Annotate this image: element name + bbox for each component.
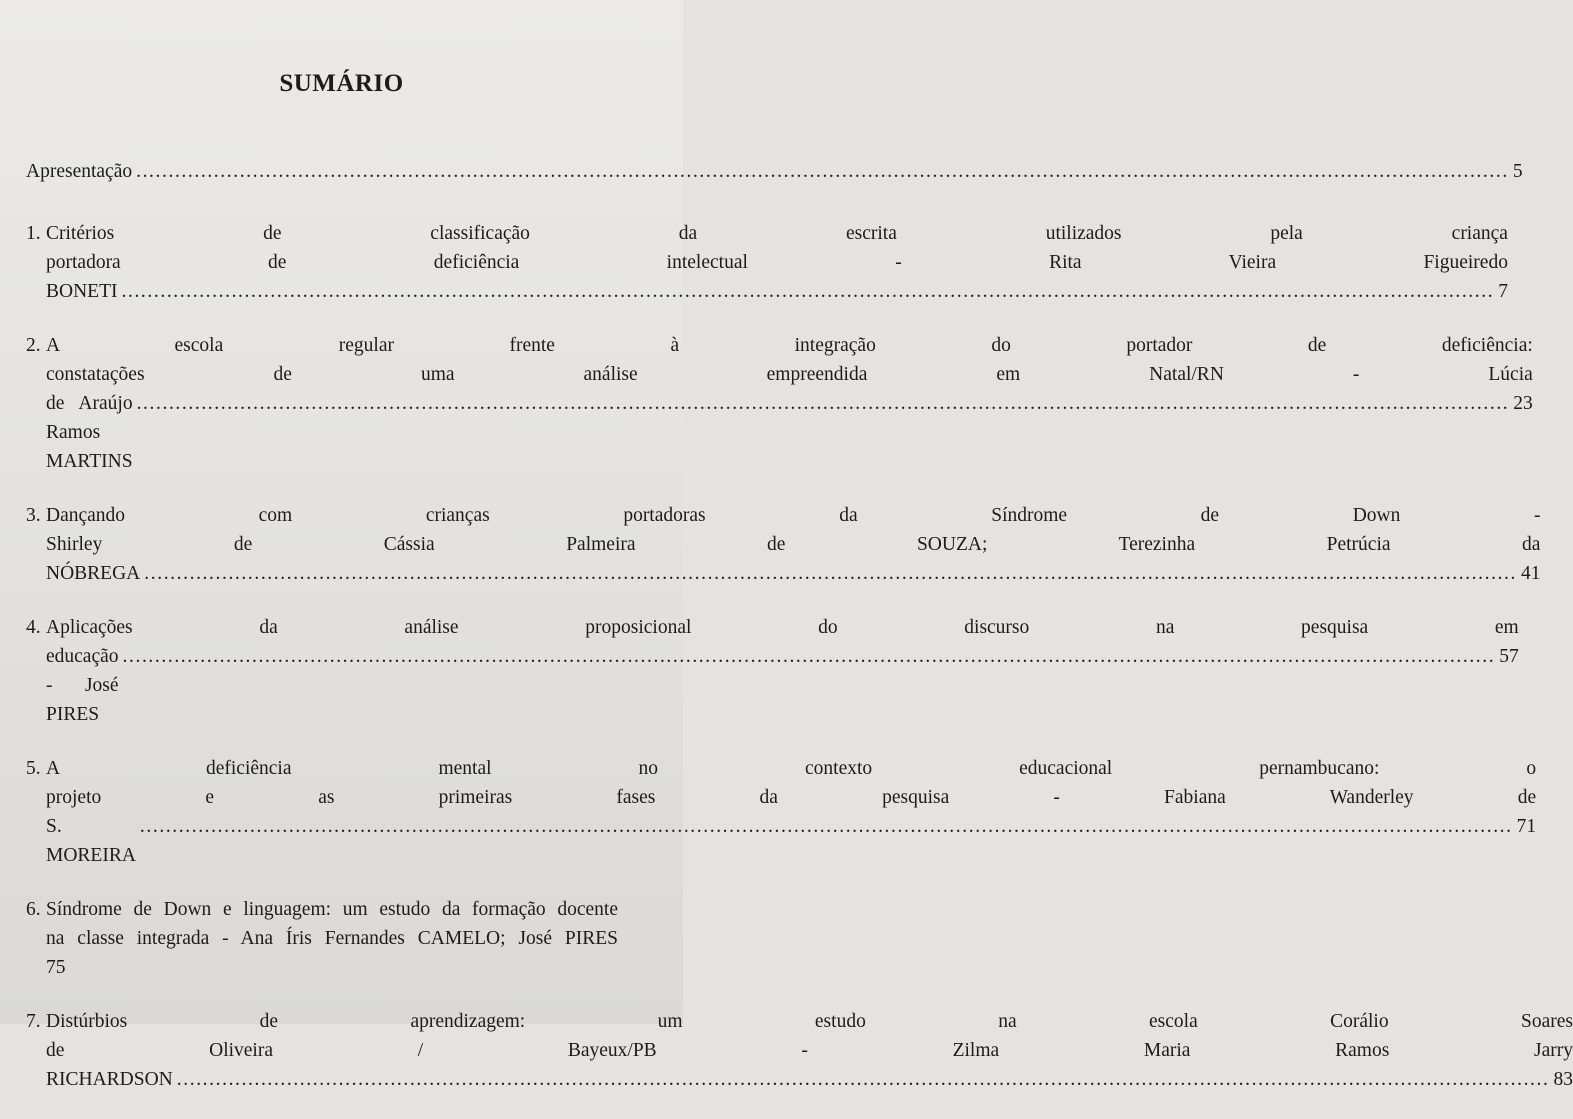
- toc-entry-number: 1.: [26, 223, 41, 244]
- toc-entry-body: [46, 754, 1536, 870]
- toc-entry-text-line: na classe integrada - Ana Íris Fernandes CAMELO; José PIRES: [46, 928, 618, 949]
- toc-entry-text-line: Distúrbios de aprendizagem: um estudo na escola Corálio Soares: [46, 1011, 1573, 1032]
- toc-entry: [26, 895, 618, 982]
- toc-entry-line: [46, 642, 1519, 729]
- toc-page-number: 41: [1520, 563, 1541, 584]
- toc-page-number: 83: [1553, 1069, 1573, 1090]
- toc-entry-body: [46, 219, 1508, 306]
- toc-entry-text-line: 75: [46, 957, 66, 978]
- toc-entry-body: [46, 895, 618, 982]
- dot-leader: [144, 559, 1517, 588]
- toc-entry-line: [46, 812, 1536, 870]
- toc-entry-line: [46, 389, 1533, 476]
- toc-entry-text-line: constatações de uma análise empreendida em Natal/RN - Lúcia: [46, 364, 1533, 385]
- toc-entry-text-line: Shirley de Cássia Palmeira de SOUZA; Terezinha Petrúcia da: [46, 534, 1541, 555]
- toc-entry: [26, 613, 1519, 729]
- dot-leader: [136, 157, 1509, 186]
- toc-entry-line: [46, 277, 1508, 306]
- toc-entry-text-line: de Oliveira / Bayeux/PB - Zilma Maria Ramos Jarry: [46, 1040, 1573, 1061]
- toc-page-number: 7: [1498, 281, 1508, 302]
- toc-entry: [26, 501, 1541, 588]
- toc-entry-author: BONETI: [46, 281, 118, 302]
- toc-entry-author: NÓBREGA: [46, 563, 141, 584]
- toc-entry-text-line: Síndrome de Down e linguagem: um estudo da formação docente: [46, 899, 618, 920]
- toc-entry-line: [46, 1065, 1573, 1094]
- dot-leader: [177, 1065, 1550, 1094]
- toc-entry-text-line: A escola regular frente à integração do portador de deficiência:: [46, 335, 1533, 356]
- toc-entry-text-line: Aplicações da análise proposicional do discurso na pesquisa em: [46, 617, 1519, 638]
- toc-entry-body: [46, 1007, 1573, 1094]
- table-of-contents: [26, 157, 1573, 1119]
- toc-entry-body: [46, 613, 1519, 729]
- toc-entry-line: [46, 559, 1540, 588]
- toc-entry-text-line: Dançando com crianças portadoras da Síndrome de Down -: [46, 505, 1541, 526]
- toc-entry-number: 3.: [26, 505, 41, 526]
- toc-entry-number: 4.: [26, 617, 41, 638]
- toc-page-number: 23: [1513, 393, 1533, 414]
- toc-entry-author: educação - José PIRES: [46, 646, 119, 725]
- toc-entry-number: 5.: [26, 758, 41, 779]
- toc-entry-number: 2.: [26, 335, 41, 356]
- toc-entry-number: 6.: [26, 899, 41, 920]
- toc-entry-line: [26, 157, 1523, 186]
- dot-leader: [122, 277, 1495, 306]
- toc-entry-text-line: portadora de deficiência intelectual - Rita Vieira Figueiredo: [46, 252, 1508, 273]
- toc-entry-author: RICHARDSON: [46, 1069, 173, 1090]
- toc-entries: [26, 219, 1573, 1094]
- toc-page-number: 5: [1512, 161, 1523, 182]
- page-title: SUMÁRIO: [279, 70, 404, 97]
- toc-entry-text-line: A deficiência mental no contexto educacional pernambucano: o: [46, 758, 1537, 779]
- dot-leader: [123, 642, 1496, 671]
- toc-entry-author: S. MOREIRA: [46, 816, 136, 866]
- toc-entry-apresentacao: [26, 157, 1523, 186]
- toc-page-number: 71: [1516, 816, 1537, 837]
- toc-entry: [26, 219, 1508, 306]
- toc-entry-body: [46, 331, 1533, 476]
- toc-entry-text-line: Critérios de classificação da escrita utilizados pela criança: [46, 223, 1508, 244]
- toc-entry-body: [46, 501, 1540, 588]
- toc-page-number: 57: [1499, 646, 1519, 667]
- toc-entry-text-line: projeto e as primeiras fases da pesquisa - Fabiana Wanderley de: [46, 787, 1537, 808]
- toc-entry: [26, 331, 1533, 476]
- toc-entry-title: Apresentação: [26, 161, 133, 182]
- toc-entry-number: 7.: [26, 1011, 41, 1032]
- dot-leader: [137, 389, 1510, 418]
- toc-entry-author: de Araújo Ramos MARTINS: [46, 393, 133, 472]
- toc-entry: [26, 1007, 1573, 1094]
- dot-leader: [140, 812, 1513, 841]
- toc-entry: [26, 754, 1537, 870]
